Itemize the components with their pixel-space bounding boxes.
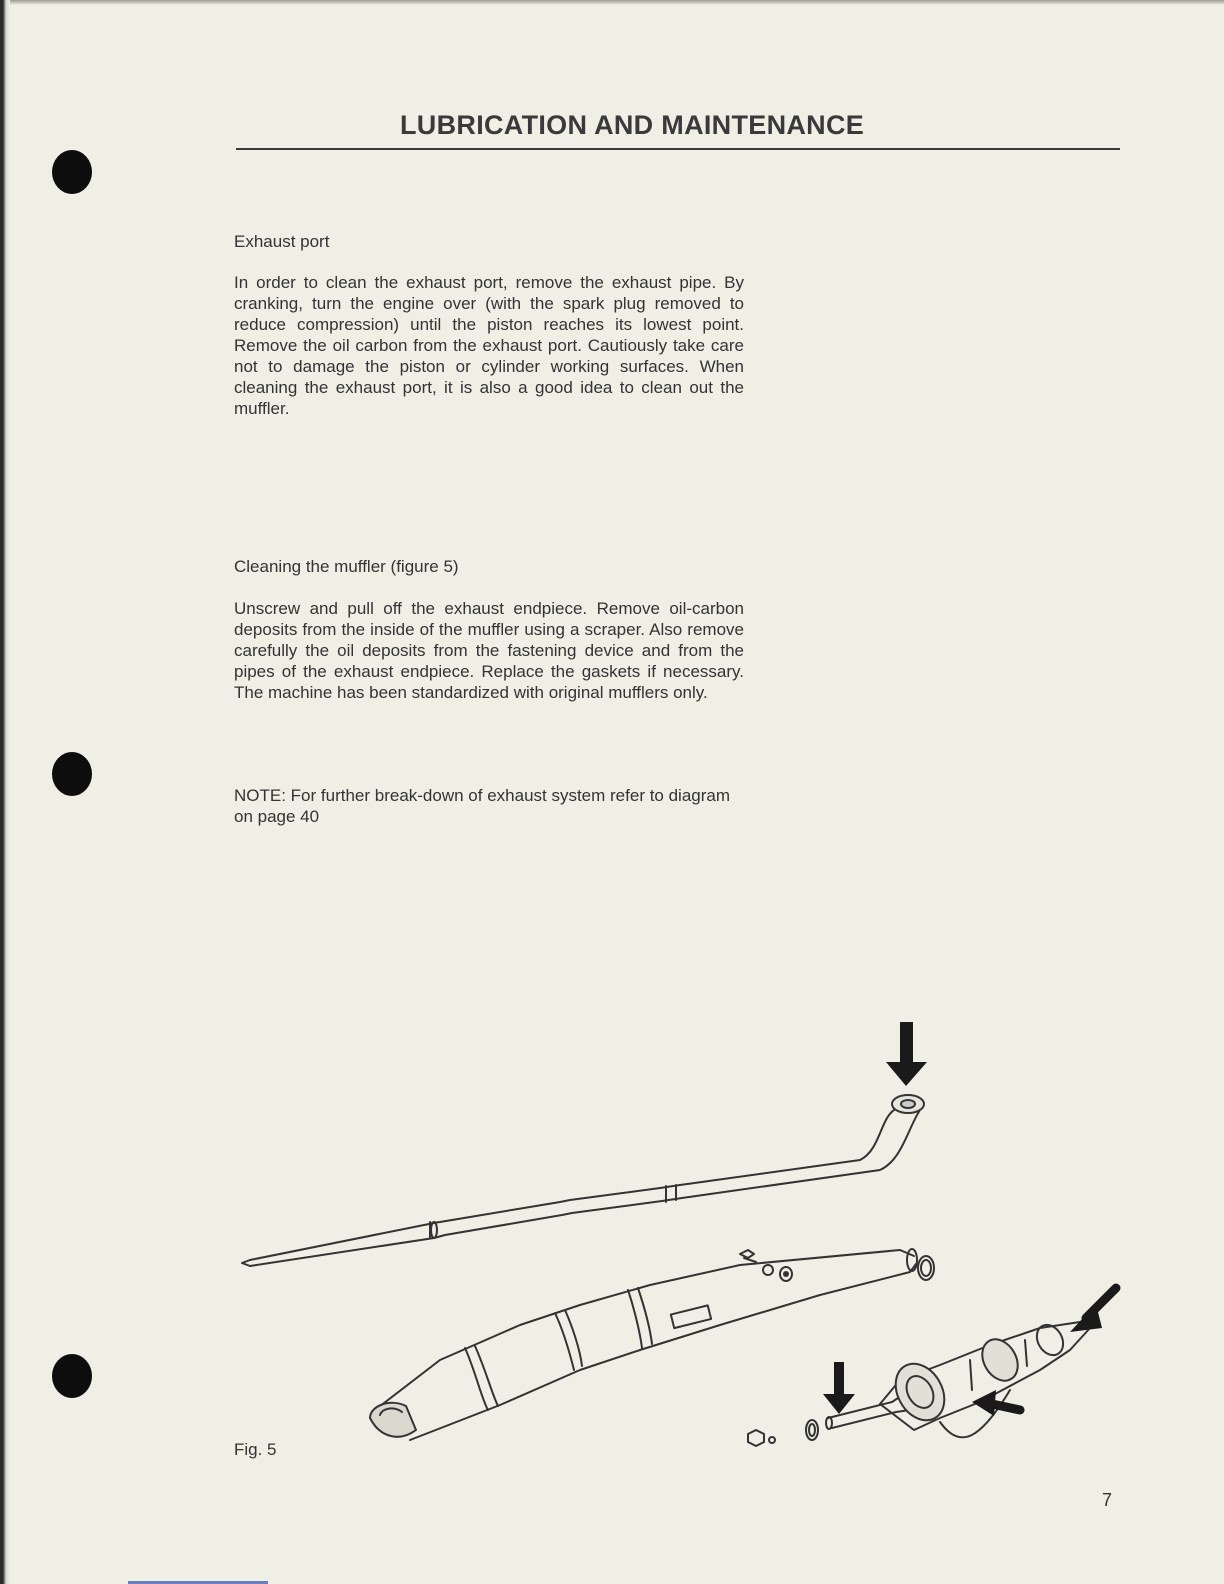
arrow-diagonal-icon <box>1070 1288 1116 1332</box>
section-heading-cleaning-muffler: Cleaning the muffler (figure 5) <box>234 557 459 576</box>
paragraph-exhaust-port: In order to clean the exhaust port, remove the exhaust pipe. By cranking, turn the engine over (with the spark plug removed to reduce compression) until the piston reaches its lowest point. Remove the oil carbon from the exhaust port. Cautiously take care not to damage the piston or cylinder working surfaces. When cleaning the exhaust port, it is also a good idea to clean out the muffler. <box>234 273 744 418</box>
page-title: LUBRICATION AND MAINTENANCE <box>400 110 865 140</box>
page-left-edge <box>0 0 10 1584</box>
note-paragraph: NOTE: For further break-down of exhaust system refer to diagram on page 40 <box>234 786 731 826</box>
section-heading-exhaust-port: Exhaust port <box>234 232 330 251</box>
arrow-down-icon <box>823 1362 855 1414</box>
page-number: 7 <box>1102 1490 1113 1510</box>
binder-hole-top <box>52 150 92 194</box>
paragraph-cleaning-muffler: Unscrew and pull off the exhaust endpiece. Remove oil-carbon deposits from the inside of the muffler using a scraper. Also remove carefully the oil deposits from the fastening device and from the pipes of the exhaust endpiece. Replace the gaskets if necessary. The machine has been standardized with original mufflers only. <box>234 599 744 702</box>
arrow-down-icon <box>886 1022 927 1086</box>
figure-caption: Fig. 5 <box>234 1440 277 1459</box>
page-header <box>236 108 1120 150</box>
exhaust-system-illustration <box>220 1010 1140 1480</box>
binder-hole-bottom <box>52 1354 92 1398</box>
binder-hole-middle <box>52 752 92 796</box>
page-top-edge <box>0 0 1224 5</box>
